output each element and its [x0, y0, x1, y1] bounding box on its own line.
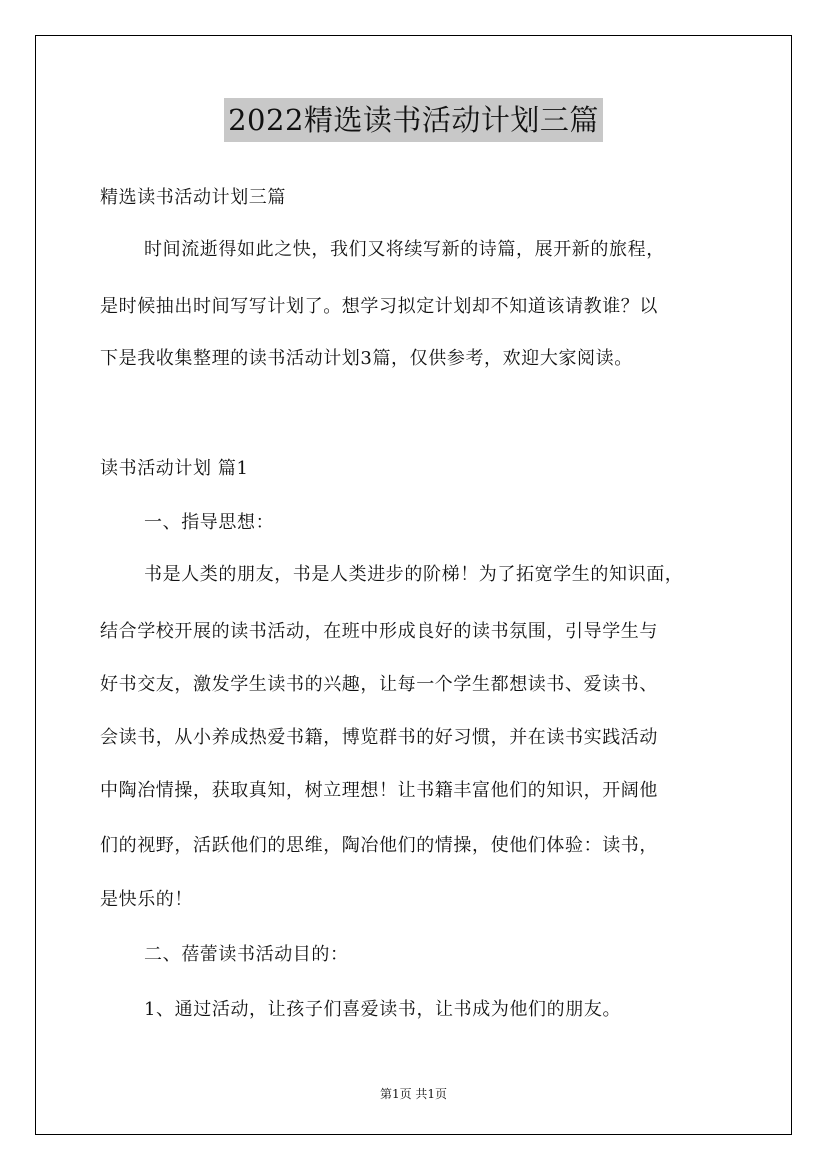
part2-item-1: 1、通过活动，让孩子们喜爱读书，让书成为他们的朋友。 [144, 999, 622, 1020]
part1-line-7: 是快乐的！ [100, 889, 193, 910]
title-container [0, 98, 827, 142]
intro-line-3: 下是我收集整理的读书活动计划3篇，仅供参考，欢迎大家阅读。 [100, 348, 633, 369]
page-footer: 第1页 共1页 [379, 1087, 448, 1101]
part1-line-1: 书是人类的朋友，书是人类进步的阶梯！为了拓宽学生的知识面， [144, 564, 684, 585]
part2-heading: 二、蓓蕾读书活动目的： [144, 944, 349, 965]
intro-line-1: 时间流逝得如此之快，我们又将续写新的诗篇，展开新的旅程， [144, 239, 665, 260]
part1-line-4: 会读书，从小养成热爱书籍，博览群书的好习惯，并在读书实践活动 [100, 727, 658, 748]
part1-line-6: 们的视野，活跃他们的思维，陶冶他们的情操，使他们体验：读书， [100, 835, 658, 856]
part1-line-3: 好书交友，激发学生读书的兴趣，让每一个学生都想读书、爱读书、 [100, 674, 658, 695]
part1-line-5: 中陶冶情操，获取真知，树立理想！让书籍丰富他们的知识，开阔他 [100, 780, 658, 801]
document-title: 2022精选读书活动计划三篇 [224, 98, 603, 142]
intro-line-2: 是时候抽出时间写写计划了。想学习拟定计划却不知道该请教谁？以 [100, 296, 658, 317]
document-subtitle: 精选读书活动计划三篇 [100, 187, 286, 208]
section-heading: 读书活动计划 篇1 [100, 458, 249, 479]
part1-line-2: 结合学校开展的读书活动，在班中形成良好的读书氛围，引导学生与 [100, 621, 658, 642]
part1-heading: 一、指导思想： [144, 512, 275, 533]
